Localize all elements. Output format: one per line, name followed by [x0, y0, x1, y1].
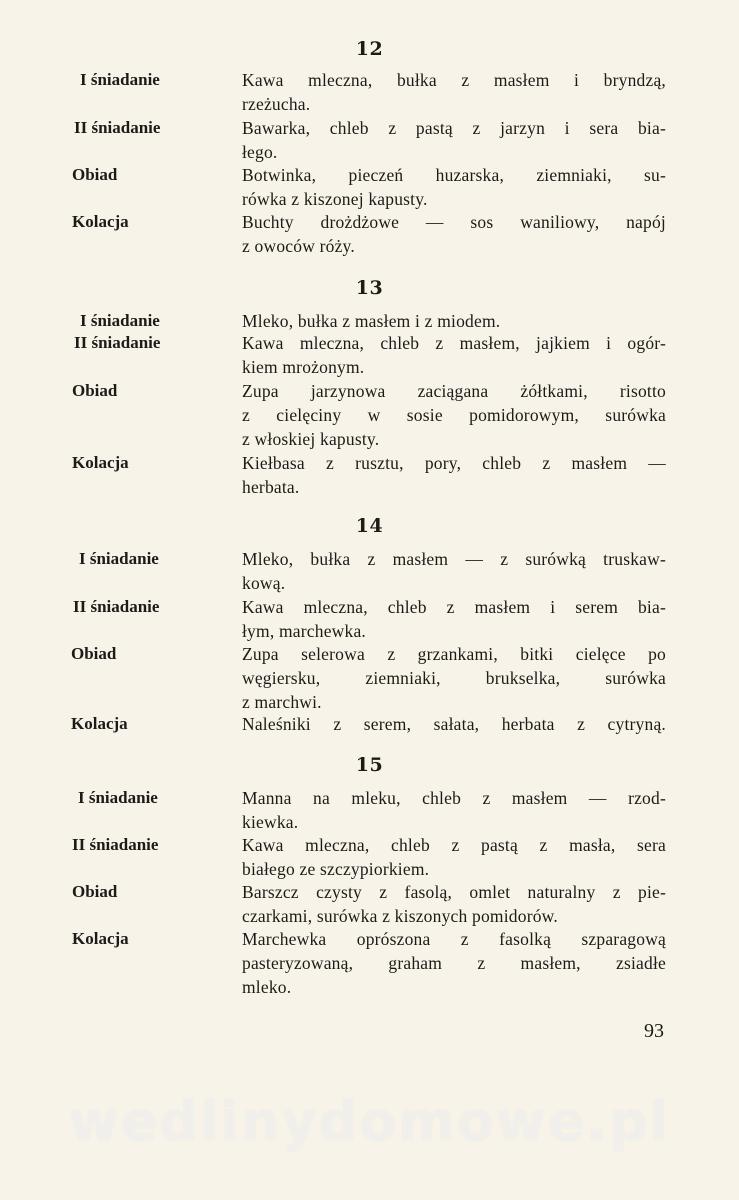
- meal-description: [242, 331, 666, 379]
- meal-line: Naleśniki z serem, sałata, herbata z cytryną.: [242, 714, 666, 734]
- meal-line: łego.: [242, 142, 278, 162]
- meal-line: mleko.: [242, 977, 292, 997]
- meal-label: II śniadanie: [74, 333, 161, 352]
- meal-label: II śniadanie: [73, 597, 160, 616]
- watermark: wedlinydomowe.pl: [68, 1090, 671, 1153]
- meal-line: łym, marchewka.: [242, 621, 366, 641]
- meal-description: [242, 642, 666, 714]
- meal-description: [242, 712, 666, 736]
- meal-label: Kolacja: [72, 929, 129, 948]
- meal-label: I śniadanie: [80, 311, 160, 330]
- meal-line: Zupa selerowa z grzankami, bitki cielęce po: [242, 644, 666, 664]
- meal-line: Kawa mleczna, chleb z pastą z masła, sera: [242, 835, 666, 855]
- menu-number: 14: [355, 515, 384, 537]
- meal-line: z owoców róży.: [242, 236, 355, 256]
- meal-line: czarkami, surówka z kiszonych pomidorów.: [242, 906, 558, 926]
- meal-label: Kolacja: [72, 453, 129, 472]
- meal-line: z marchwi.: [242, 692, 322, 712]
- meal-label: Obiad: [71, 644, 117, 663]
- meal-line: Bawarka, chleb z pastą z jarzyn i sera bia-: [242, 118, 666, 138]
- meal-line: Mleko, bułka z masłem i z miodem.: [242, 311, 501, 331]
- meal-line: kiewka.: [242, 812, 299, 832]
- meal-description: [242, 379, 666, 451]
- menu-number: 12: [355, 38, 384, 60]
- meal-line: Botwinka, pieczeń huzarska, ziemniaki, su-: [242, 165, 666, 185]
- meal-label: Obiad: [72, 165, 118, 184]
- meal-line: Barszcz czysty z fasolą, omlet naturalny z pie-: [242, 882, 666, 902]
- meal-line: kiem mrożonym.: [242, 357, 365, 377]
- meal-label: II śniadanie: [72, 835, 159, 854]
- meal-description: [242, 68, 666, 116]
- meal-label: Obiad: [72, 381, 118, 400]
- meal-description: [242, 210, 666, 258]
- meal-description: [242, 116, 666, 164]
- meal-description: [242, 595, 666, 643]
- meal-line: kową.: [242, 573, 286, 593]
- meal-label: Kolacja: [71, 714, 128, 733]
- meal-label: I śniadanie: [78, 788, 158, 807]
- meal-description: [242, 309, 666, 333]
- meal-description: [242, 927, 666, 999]
- meal-line: węgiersku, ziemniaki, brukselka, surówka: [242, 668, 666, 688]
- page-number: 93: [644, 1020, 664, 1042]
- meal-label: I śniadanie: [79, 549, 159, 568]
- meal-description: [242, 163, 666, 211]
- meal-line: Buchty drożdżowe — sos waniliowy, napój: [242, 212, 666, 232]
- meal-line: Mleko, bułka z masłem — z surówką truskaw-: [242, 549, 666, 569]
- menu-number: 15: [355, 754, 384, 776]
- meal-line: Kawa mleczna, chleb z masłem i serem bia-: [242, 597, 666, 617]
- meal-line: Kiełbasa z rusztu, pory, chleb z masłem —: [242, 453, 666, 473]
- meal-line: Manna na mleku, chleb z masłem — rzod-: [242, 788, 666, 808]
- meal-line: rówka z kiszonej kapusty.: [242, 189, 428, 209]
- meal-line: z cielęciny w sosie pomidorowym, surówka: [242, 405, 666, 425]
- meal-line: rzeżucha.: [242, 94, 311, 114]
- meal-line: Zupa jarzynowa zaciągana żółtkami, risotto: [242, 381, 666, 401]
- meal-label: Kolacja: [72, 212, 129, 231]
- meal-line: pasteryzowaną, graham z masłem, zsiadłe: [242, 953, 666, 973]
- meal-line: białego ze szczypiorkiem.: [242, 859, 430, 879]
- menu-number: 13: [355, 277, 384, 299]
- meal-description: [242, 786, 666, 834]
- meal-line: Marchewka oprószona z fasolką szparagową: [242, 929, 666, 949]
- meal-line: Kawa mleczna, bułka z masłem i bryndzą,: [242, 70, 666, 90]
- meal-line: herbata.: [242, 477, 300, 497]
- meal-label: II śniadanie: [74, 118, 161, 137]
- meal-description: [242, 451, 666, 499]
- meal-line: z włoskiej kapusty.: [242, 429, 380, 449]
- meal-line: Kawa mleczna, chleb z masłem, jajkiem i ogór-: [242, 333, 666, 353]
- meal-description: [242, 880, 666, 928]
- meal-description: [242, 547, 666, 595]
- meal-description: [242, 833, 666, 881]
- meal-label: I śniadanie: [80, 70, 160, 89]
- meal-label: Obiad: [72, 882, 118, 901]
